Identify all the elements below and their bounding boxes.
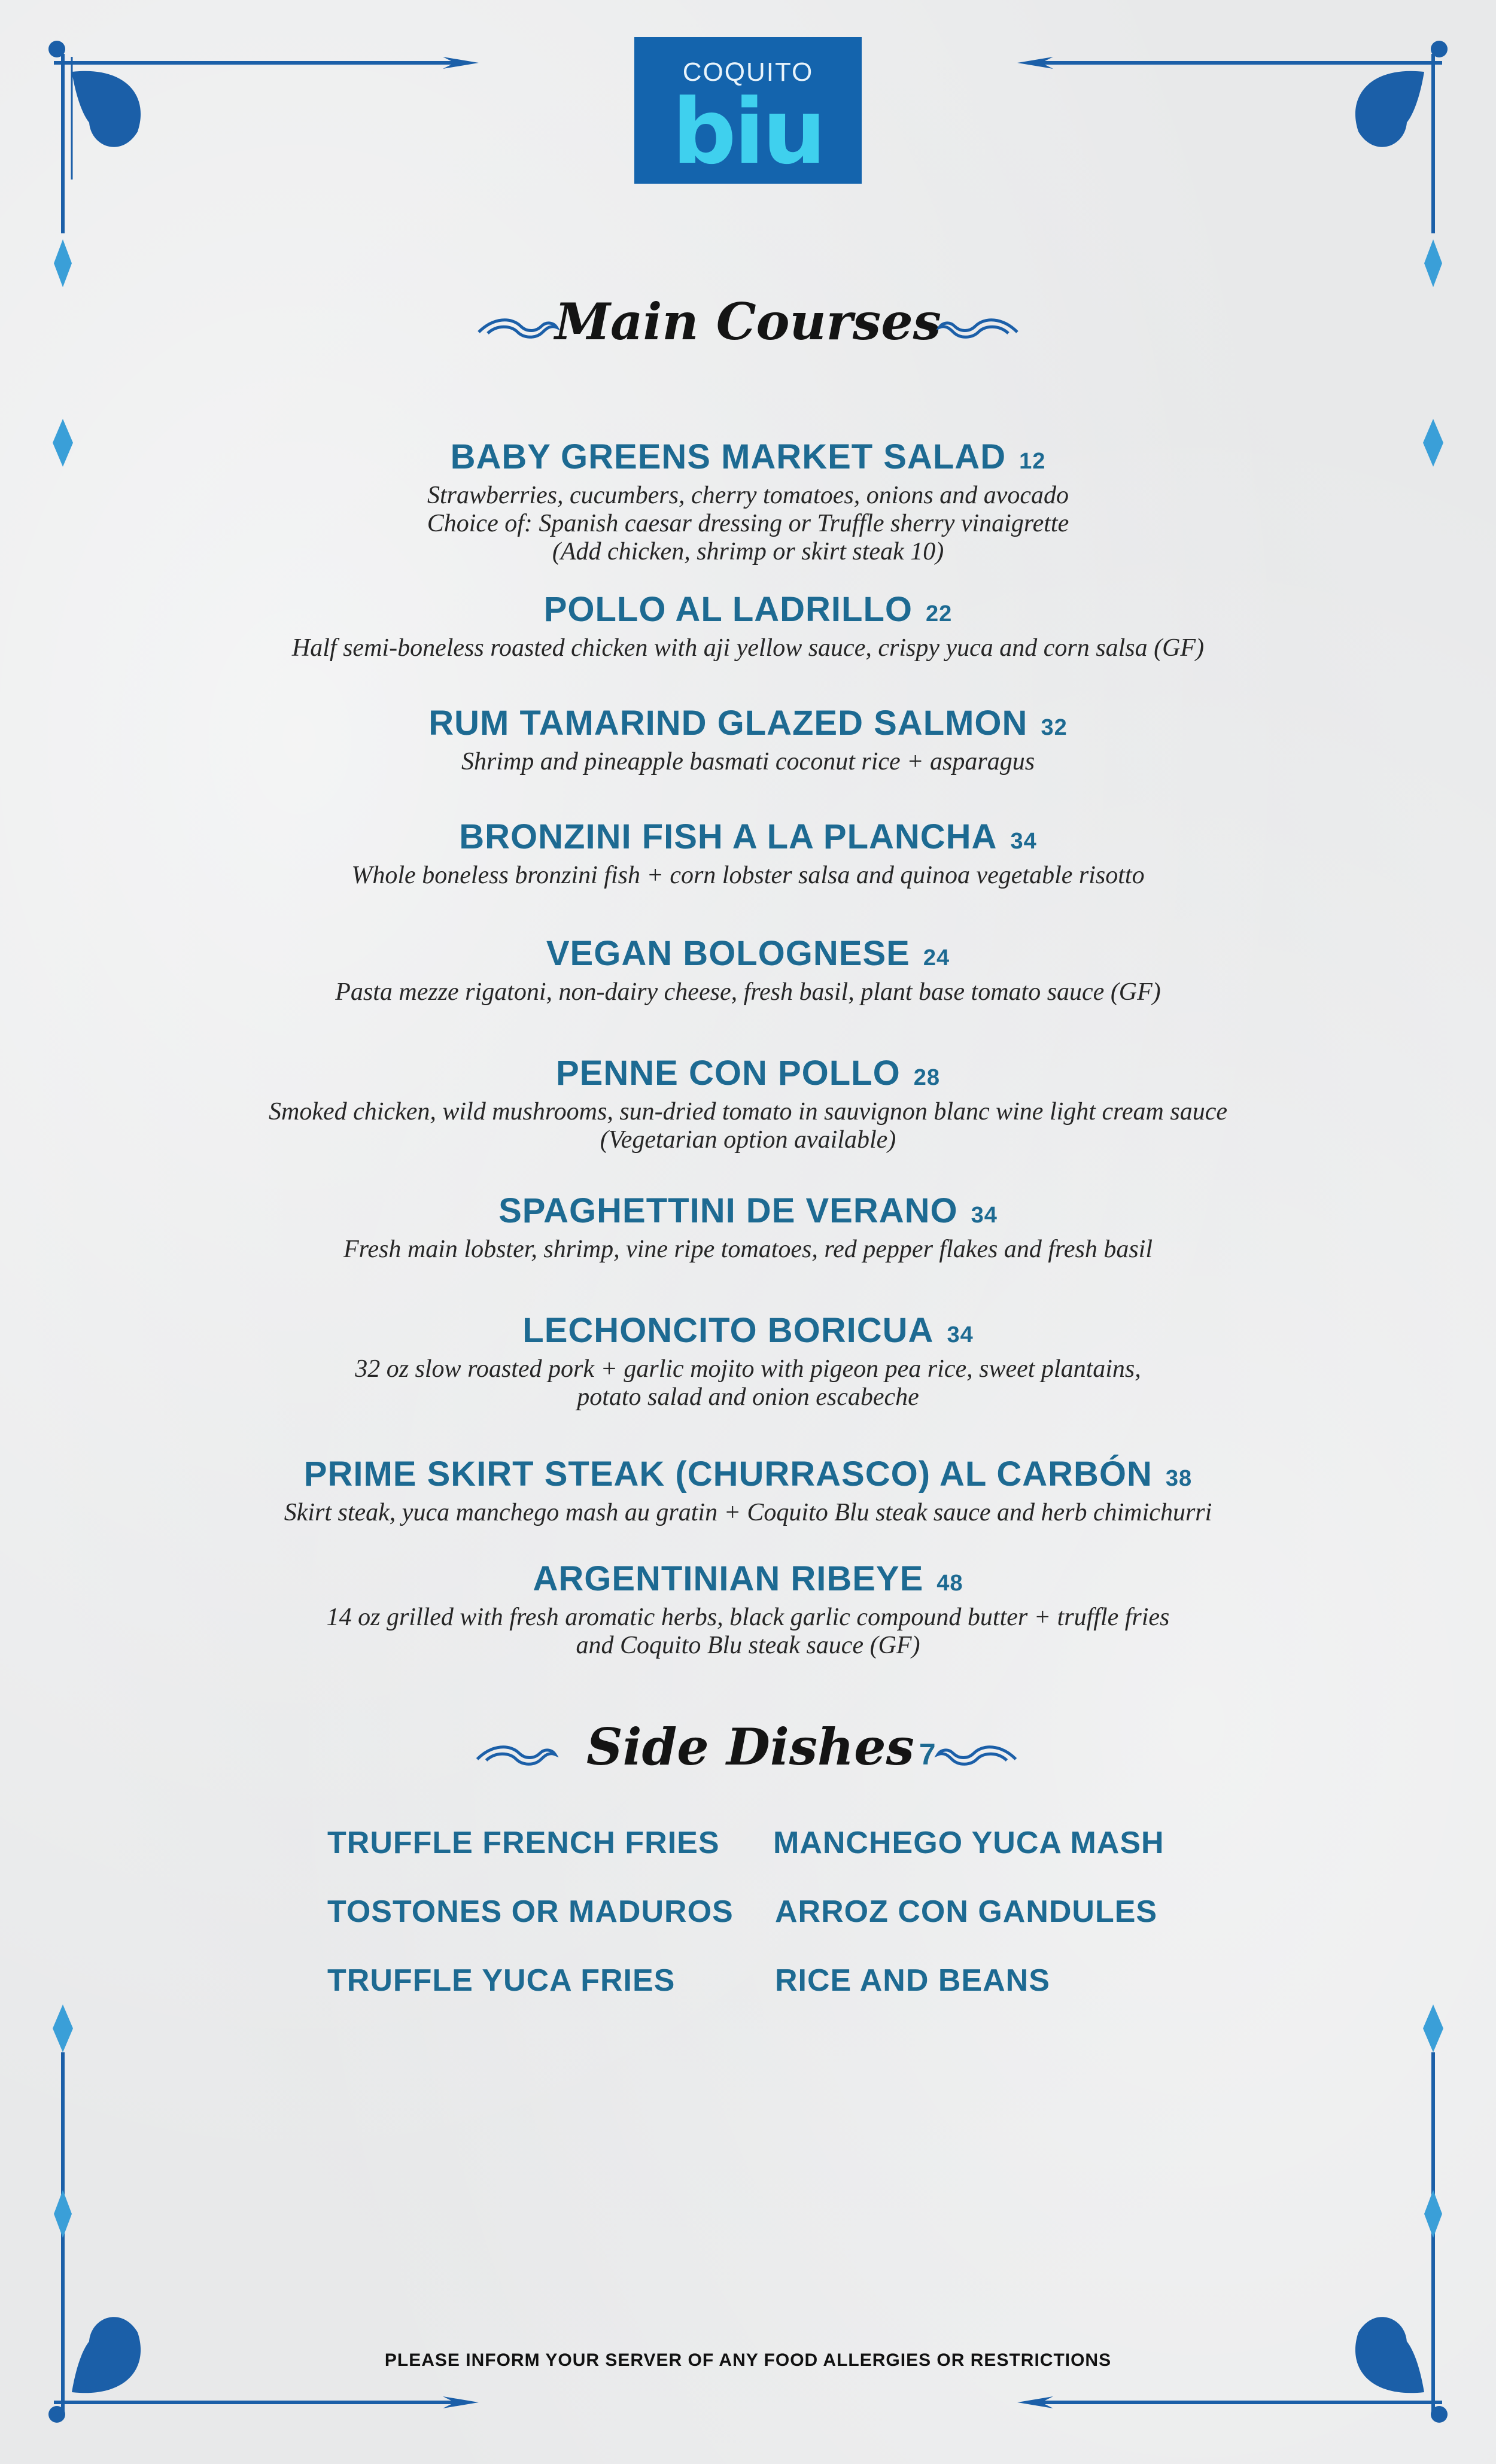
menu-item-description: Shrimp and pineapple basmati coconut rice + asparagus xyxy=(461,748,1035,775)
menu-item-name: LECHONCITO BORICUA xyxy=(522,1311,934,1350)
menu-item-description: Smoked chicken, wild mushrooms, sun-dried tomato in sauvignon blanc wine light cream sauce xyxy=(269,1098,1227,1125)
menu-item-description: 32 oz slow roasted pork + garlic mojito with pigeon pea rice, sweet plantains, xyxy=(355,1355,1141,1383)
side-dishes-price: 7 xyxy=(919,1738,936,1771)
menu-item-price: 24 xyxy=(923,945,950,971)
menu-item-price: 12 xyxy=(1019,449,1046,474)
menu-item-description: Strawberries, cucumbers, cherry tomatoes, onions and avocado xyxy=(427,482,1069,509)
menu-item-name: RUM TAMARIND GLAZED SALMON xyxy=(428,704,1028,743)
allergy-notice: PLEASE INFORM YOUR SERVER OF ANY FOOD ALLERGIES OR RESTRICTIONS xyxy=(384,2350,1112,2370)
menu-item-title xyxy=(0,1053,1496,1098)
menu-item-title xyxy=(0,1310,1496,1355)
menu-item-description: Choice of: Spanish caesar dressing or Truffle sherry vinaigrette xyxy=(427,510,1069,537)
menu-item xyxy=(0,817,1496,890)
menu-item xyxy=(0,1559,1496,1660)
menu-item-name: SPAGHETTINI DE VERANO xyxy=(498,1191,958,1230)
menu-item-name: BRONZINI FISH A LA PLANCHA xyxy=(459,817,998,856)
logo-main-text: biu xyxy=(672,80,824,184)
menu-item-description: Whole boneless bronzini fish + corn lobster salsa and quinoa vegetable risotto xyxy=(351,862,1145,889)
menu-item-title xyxy=(0,703,1496,748)
menu-item-price: 28 xyxy=(913,1065,940,1090)
swirl-left-icon xyxy=(470,1741,562,1768)
side-dish-item: RICE AND BEANS xyxy=(775,1963,1050,1998)
menu-item-price: 34 xyxy=(947,1322,974,1347)
menu-item-description: (Vegetarian option available) xyxy=(600,1126,896,1154)
main-courses-title: Main Courses xyxy=(555,292,941,351)
menu-item-name: PRIME SKIRT STEAK (CHURRASCO) AL CARBÓN xyxy=(303,1455,1153,1493)
menu-item-title xyxy=(0,1559,1496,1604)
menu-item-description: Half semi-boneless roasted chicken with aji yellow sauce, crispy yuca and corn salsa (GF) xyxy=(291,634,1205,662)
logo-top-text: COQUITO xyxy=(682,57,814,87)
swirl-right-icon xyxy=(931,1741,1023,1768)
menu-item-name: PENNE CON POLLO xyxy=(556,1054,901,1093)
menu-item-price: 32 xyxy=(1041,715,1068,740)
menu-item-price: 22 xyxy=(926,601,953,626)
swirl-right-icon xyxy=(936,314,1020,341)
main-courses-heading xyxy=(0,292,1496,351)
side-dish-item: ARROZ CON GANDULES xyxy=(775,1894,1158,1929)
side-dishes-heading xyxy=(586,1717,936,1776)
menu-item xyxy=(0,1454,1496,1527)
menu-item xyxy=(0,589,1496,662)
menu-item-title xyxy=(0,589,1496,634)
menu-item xyxy=(0,1310,1496,1412)
menu-item-description: Skirt steak, yuca manchego mash au gratin + Coquito Blu steak sauce and herb chimichurri xyxy=(284,1499,1212,1526)
menu-item xyxy=(0,1053,1496,1154)
menu-item-title xyxy=(0,933,1496,978)
menu-item-price: 48 xyxy=(936,1571,963,1596)
menu-item xyxy=(0,933,1496,1006)
menu-item-title xyxy=(0,817,1496,862)
menu-item-name: BABY GREENS MARKET SALAD xyxy=(450,437,1007,476)
menu-item-description: and Coquito Blu steak sauce (GF) xyxy=(576,1632,920,1659)
menu-item-description: Fresh main lobster, shrimp, vine ripe tomatoes, red pepper flakes and fresh basil xyxy=(343,1236,1153,1263)
menu-item-price: 38 xyxy=(1165,1466,1193,1491)
menu-item xyxy=(0,437,1496,566)
menu-item-description: Pasta mezze rigatoni, non-dairy cheese, fresh basil, plant base tomato sauce (GF) xyxy=(335,978,1161,1006)
menu-item-description: (Add chicken, shrimp or skirt steak 10) xyxy=(552,538,944,565)
side-dish-item: MANCHEGO YUCA MASH xyxy=(773,1826,1164,1860)
side-dish-item: TOSTONES OR MADUROS xyxy=(327,1894,734,1929)
menu-item-price: 34 xyxy=(971,1203,998,1228)
menu-item-name: ARGENTINIAN RIBEYE xyxy=(533,1559,924,1598)
side-dish-item: TRUFFLE FRENCH FRIES xyxy=(327,1826,720,1860)
side-dish-item: TRUFFLE YUCA FRIES xyxy=(327,1963,676,1998)
menu-item xyxy=(0,1191,1496,1264)
menu-item-name: VEGAN BOLOGNESE xyxy=(546,934,910,973)
menu-item-description: potato salad and onion escabeche xyxy=(577,1383,919,1411)
menu-item-title xyxy=(0,1191,1496,1236)
brand-logo xyxy=(634,37,862,184)
side-dishes-title: Side Dishes xyxy=(586,1717,914,1776)
menu-item-price: 34 xyxy=(1010,829,1037,854)
menu-item-name: POLLO AL LADRILLO xyxy=(543,590,913,629)
menu-item-title xyxy=(0,1454,1496,1499)
menu-item-description: 14 oz grilled with fresh aromatic herbs, black garlic compound butter + truffle fries xyxy=(326,1604,1170,1631)
menu-item-title xyxy=(0,437,1496,482)
menu-item xyxy=(0,703,1496,776)
